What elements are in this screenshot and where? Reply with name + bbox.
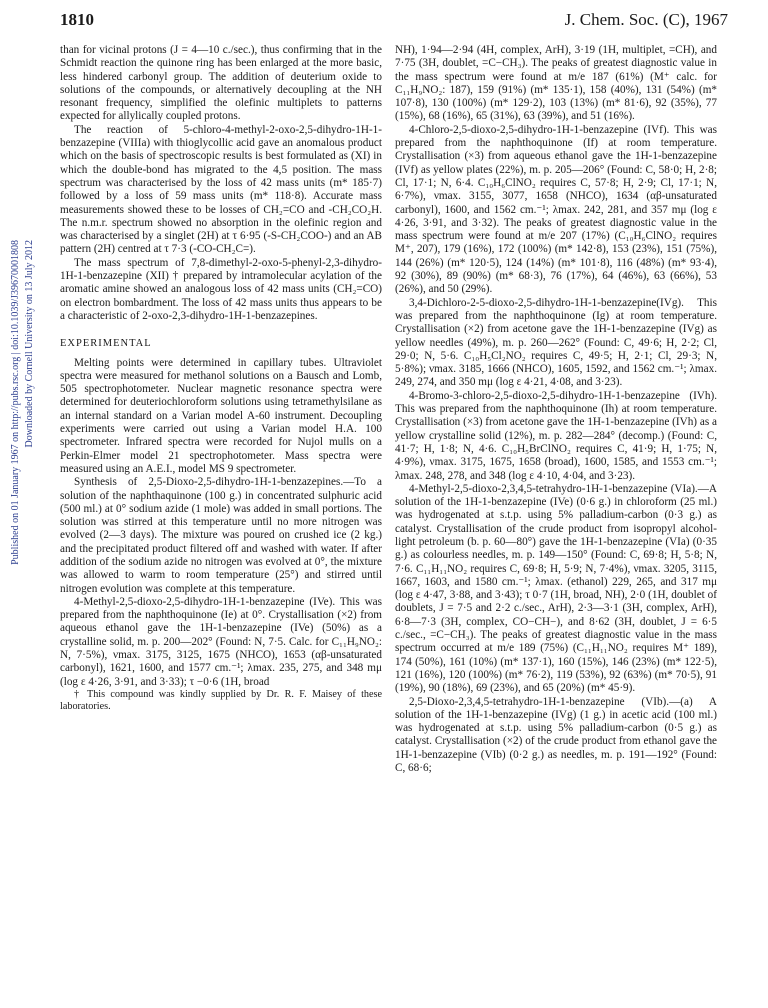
paragraph: Melting points were determined in capillary tubes. Ultraviolet spectra were measured for methanol solutions on a Bausch and Lomb, 505 spectrophotometer. Nuclear magnetic resonance spectra were determined for deuteriochloroform solutions using tetramethylsilane as an internal standard on a Varian model A-60 instrument. Decoupling experiments were carried out using a Varian model H.A. 100 spectrometer. Infrared spectra were recorded for Nujol mulls on a Perkin-Elmer model 21 spectrophotometer. Mass spectra were measured using an A.E.I., model MS 9 spectrometer. — [60, 356, 382, 475]
paragraph: The mass spectrum of 7,8-dimethyl-2-oxo-5-phenyl-2,3-dihydro-1H-1-benzazepine (XII) † prepared by intramolecular acylation of the aromatic amine showed an analogous loss of 42 mass units (CH₂=CO) on electron bombardment. The loss of 42 mass units thus appears to be a characteristic of 2-oxo-2,3-dihydro-1H-1-benzazepines. — [60, 256, 382, 322]
journal-citation: J. Chem. Soc. (C), 1967 — [564, 10, 728, 29]
publication-doi-link[interactable]: Published on 01 January 1967 on http://pubs.rsc.org | doi:10.1039/J39670001808 — [10, 240, 21, 565]
download-notice — [4, 240, 44, 760]
paragraph: 4-Chloro-2,5-dioxo-2,5-dihydro-1H-1-benzazepine (IVf). This was prepared from the naphthoquinone (If) at room temperature. Crystallisation (×3) from aqueous ethanol gave the 1H-1-benzazepine (IVf) as yellow plates (22%), m. p. 205—206° (Found: C, 58·0; H, 2·8; Cl, 17·1; N, 6·4. C₁₀H₆ClNO₂ requires C, 57·8; H, 2·9; Cl, 17·1; N, 6·7%), νmax. 3155, 3077, 1658 (NHCO), 1634 (αβ-unsaturated carbonyl), 1600, and 1562 cm.⁻¹; λmax. 242, 281, and 357 mμ (log ε 4·26, 3·91, and 3·32). The peaks of greatest diagnostic value in the mass spectrum were found at m/e 207 (17%) (C₁₀H₆ClNO₂ requires M⁺, 207), 179 (16%), 172 (100%) (m* 142·8), 153 (23%), 151 (75%), 144 (26%) (m* 120·5), 124 (14%) (m* 101·8), 116 (48%) (m* 93·4), 92 (30%), 89 (90%) (m* 68·3), 76 (17%), 64 (46%), 63 (66%), 53 (26%), and 50 (29%). — [395, 123, 717, 296]
paragraph: 3,4-Dichloro-2-5-dioxo-2,5-dihydro-1H-1-benzazepine(IVg). This was prepared from the naphthoquinone (Ig) at room temperature. Crystallisation (×2) from acetone gave the 1H-1-benzazepine (IVg) as yellow needles (49%), m. p. 260—262° (Found: C, 49·6; H, 2·2; Cl, 29·0; N, 5·6. C₁₀H₅Cl₂NO₂ requires C, 49·5; H, 2·1; Cl, 29·3; N, 5·8%); νmax. 3185, 1666 (NHCO), 1605, 1592, and 1562 cm.⁻¹; λmax. 249, 274, and 350 mμ (log ε 4·21, 4·08, and 3·23). — [395, 296, 717, 389]
download-info: Downloaded by Cornell University on 13 July 2012 — [24, 240, 35, 448]
paragraph: 4-Methyl-2,5-dioxo-2,5-dihydro-1H-1-benzazepine (IVe). This was prepared from the naphthoquinone (Ie) at 0°. Crystallisation (×2) from aqueous ethanol gave the 1H-1-benzazepine (IVe) (50%) as a crystalline solid, m. p. 200—202° (Found: N, 7·5. Calc. for C₁₁H₉NO₂: N, 7·5%), νmax. 3175, 3125, 1675 (NHCO), 1653 (αβ-unsaturated carbonyl), 1621, 1600, and 1577 cm.⁻¹; λmax. 235, 275, and 348 mμ (log ε 4·26, 3·91, and 3·33); τ −0·6 (1H, broad — [60, 595, 382, 688]
right-column — [395, 44, 717, 775]
paragraph: Synthesis of 2,5-Dioxo-2,5-dihydro-1H-1-benzazepines.—To a solution of the naphthaquinone (100 g.) in concentrated sulphuric acid (500 ml.) at 0° sodium azide (1 mole) was added in small portions. The solution was stirred at this temperature until no more nitrogen was evolved (2—3 days). The mixture was poured on crushed ice (2 kg.) and the precipitated product filtered off and washed with water. If after addition of the sodium azide no nitrogen was evolved at 0°, the mixture was allowed to warm to room temperature (25°) and stirred until nitrogen evolution was complete at this temperature. — [60, 476, 382, 595]
left-column — [60, 44, 382, 713]
paragraph: 2,5-Dioxo-2,3,4,5-tetrahydro-1H-1-benzazepine (VIb).—(a) A solution of the 1H-1-benzazepine (IVg) (1 g.) in acetic acid (100 ml.) was hydrogenated at s.t.p. using 5% palladium-carbon (0·5 g.) as catalyst. Crystallisation (×2) of the crude product from ethanol gave the 1H-1-benzazepine (VIb) (0·2 g.) as needles, m. p. 191—192° (Found: C, 68·6; — [395, 695, 717, 775]
paragraph: than for vicinal protons (J = 4—10 c./sec.), thus confirming that in the Schmidt reaction the quinone ring has been enlarged at the more basic, less hindered carbonyl group. The addition of deuterium oxide to solutions of the compounds, or alternatively decoupling at the NH resonant frequency, simplified the olefinic multiplets to patterns expected for allylically coupled protons. — [60, 44, 382, 123]
footnote: † This compound was kindly supplied by Dr. R. F. Maisey of these laboratories. — [60, 688, 382, 712]
paragraph: The reaction of 5-chloro-4-methyl-2-oxo-2,5-dihydro-1H-1-benzazepine (VIIIa) with thioglycollic acid gave an anomalous product which on the basis of spectroscopic results is best formulated as (XI) in which the double-bond has migrated to the 4,5 position. The mass spectrum was characterised by the loss of 42 mass units (m* 185·7) followed by a loss of 59 mass units (m* 118·8). Accurate mass measurements showed these to be losses of CH₂=CO and -CH₂CO₂H. The n.m.r. spectrum showed no absorption in the olefinic region and was characterised by a singlet (2H) at τ 6·95 (-S-CH₂COO-) and an AB pattern (2H) centred at τ 7·3 (-CO-CH₂C=). — [60, 123, 382, 256]
paragraph: NH), 1·94—2·94 (4H, complex, ArH), 3·19 (1H, multiplet, =CH), and 7·75 (3H, doublet, =C−CH₃). The peaks of greatest diagnostic value in the mass spectrum were found at m/e 187 (61%) (M⁺ calc. for C₁₁H₉NO₂: 187), 159 (91%) (m* 135·1), 158 (40%), 131 (54%) (m* 107·8), 130 (100%) (m* 129·2), 103 (13%) (m* 81·6), 92 (35%), 77 (15%), 68 (16%), 65 (31%), 63 (39%), and 51 (16%). — [395, 44, 717, 123]
paragraph: 4-Methyl-2,5-dioxo-2,3,4,5-tetrahydro-1H-1-benzazepine (VIa).—A solution of the 1H-1-benzazepine (IVe) (0·6 g.) in chloroform (25 ml.) was hydrogenated at s.t.p. using 5% palladium-carbon (0·3 g.) as catalyst. Crystallisation of the crude product from isopropyl alcohol-light petroleum (b. p. 60—80°) gave the 1H-1-benzazepine (VIa) (0·35 g.) as colourless needles, m. p. 149—150° (Found: C, 69·8; H, 5·8; N, 7·6. C₁₁H₁₁NO₂ requires C, 69·8; H, 5·9; N, 7·4%), νmax. 3205, 3115, 1667, 1603, and 1580 cm.⁻¹; λmax. (ethanol) 229, 265, and 317 mμ (log ε 4·47, 3·88, and 3·43); τ 0·7 (1H, broad, NH), 2·0 (1H, doublet of doublets, J = 7·5 and 2·2 c./sec., ArH), 2·3—3·1 (3H, complex, ArH), 6·8—7·3 (3H, complex, CO−CH−), and 8·62 (3H, doublet, J = 6·5 c./sec., =C−CH₃). The peaks of greatest diagnostic value in the mass spectrum occurred at m/e 189 (75%) (C₁₁H₁₁NO₂ requires M⁺ 189), 174 (50%), 161 (10%) (m* 137·1), 160 (15%), 146 (23%) (m* 122·5), 121 (16%), 120 (100%) (m* 76·2), 119 (53%), 92 (63%) (m* 70·5), 91 (19%), 90 (18%), 69 (23%), and 65 (20%) (m* 45·9). — [395, 482, 717, 695]
page-number: 1810 — [60, 10, 94, 29]
section-heading-experimental: EXPERIMENTAL — [60, 338, 152, 350]
paragraph: 4-Bromo-3-chloro-2,5-dioxo-2,5-dihydro-1H-1-benzazepine (IVh). This was prepared from the naphthoquinone (Ih) at room temperature. Crystallisation (×3) from acetone gave the 1H-1-benzazepine (IVh) as a yellow crystalline solid (12%), m. p. 282—284° (decomp.) (Found: C, 41·7; H, 1·8; N, 4·6. C₁₀H₅BrClNO₂ requires C, 41·9; H, 1·75; N, 4·9%), νmax. 3175, 1675, 1658 (broad), 1600, 1585, and 1553 cm.⁻¹; λmax. 248, 278, and 348 (log ε 4·10, 4·04, and 3·23). — [395, 389, 717, 482]
page-header — [0, 0, 768, 40]
